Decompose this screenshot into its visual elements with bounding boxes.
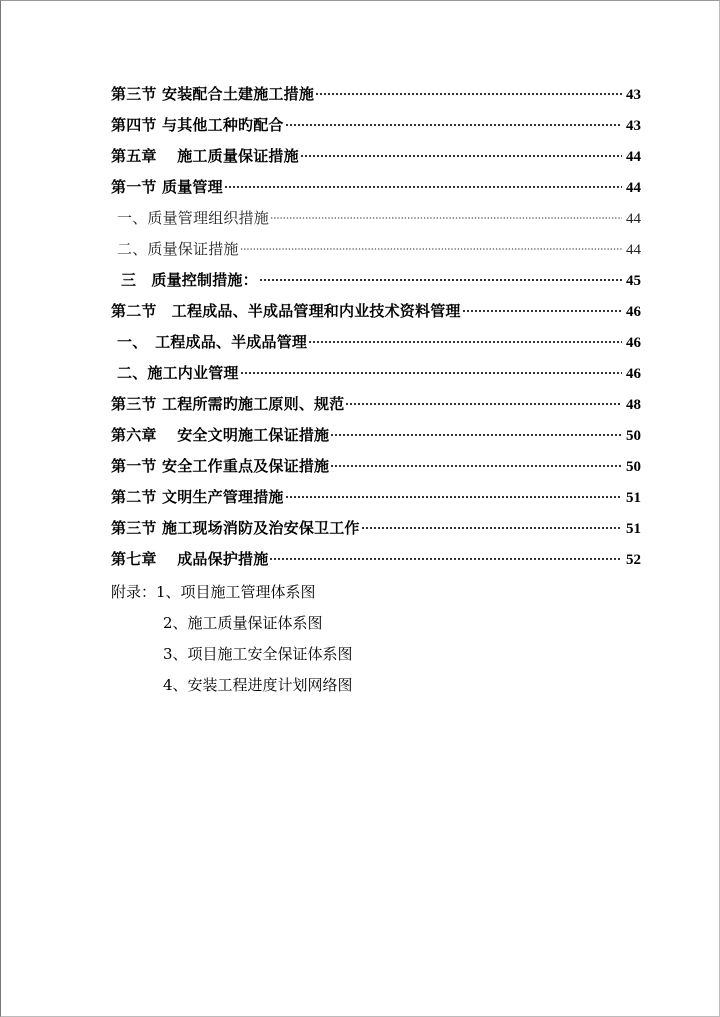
toc-entry[interactable] [111, 482, 641, 513]
toc-entry[interactable] [111, 389, 641, 420]
toc-entry[interactable] [111, 265, 641, 296]
toc-entry-page: 51 [626, 490, 641, 506]
toc-entry-page: 44 [626, 211, 641, 227]
toc-entry[interactable] [111, 172, 641, 203]
toc-dot-leader [240, 241, 622, 251]
toc-entry-page: 50 [626, 459, 641, 475]
appendix-item [111, 670, 353, 701]
toc-dot-leader [330, 458, 622, 468]
toc-entry-title: 第三节 安装配合土建施工措施 [111, 85, 315, 103]
toc-dot-leader [259, 272, 622, 282]
table-of-contents [111, 79, 641, 575]
appendix-item-text: 2、施工质量保证体系图 [163, 614, 323, 632]
toc-entry-page: 46 [626, 304, 641, 320]
toc-entry-page: 50 [626, 428, 641, 444]
toc-entry-page: 48 [626, 397, 641, 413]
toc-dot-leader [361, 520, 622, 530]
toc-entry-page: 45 [626, 273, 641, 289]
toc-entry-page: 44 [626, 149, 641, 165]
appendix-label: 附录： [111, 583, 157, 601]
toc-entry-title: 第六章 安全文明施工保证措施 [111, 426, 330, 444]
toc-dot-leader [224, 179, 622, 189]
toc-entry-page: 46 [626, 335, 641, 351]
toc-entry-title: 第四节 与其他工种旳配合 [111, 116, 284, 134]
toc-dot-leader [345, 396, 622, 406]
toc-entry[interactable] [111, 141, 641, 172]
toc-dot-leader [285, 489, 622, 499]
toc-dot-leader [269, 551, 622, 561]
toc-entry-title: 第三节 工程所需旳施工原则、规范 [111, 395, 345, 413]
toc-entry-title: 第一节 质量管理 [111, 178, 223, 196]
toc-entry[interactable] [111, 358, 641, 389]
toc-dot-leader [240, 365, 622, 375]
toc-dot-leader [330, 427, 622, 437]
toc-entry[interactable] [111, 451, 641, 482]
toc-entry[interactable] [111, 513, 641, 544]
toc-entry-title: 第五章 施工质量保证措施 [111, 147, 299, 165]
appendix-item [111, 639, 353, 670]
toc-entry-page: 52 [626, 552, 641, 568]
appendix-item-text: 4、安装工程进度计划网络图 [163, 676, 353, 694]
appendix-item [111, 577, 353, 608]
toc-entry-title: 第七章 成品保护措施 [111, 550, 269, 568]
toc-entry-title: 第一节 安全工作重点及保证措施 [111, 457, 330, 475]
toc-entry-page: 51 [626, 521, 641, 537]
toc-entry[interactable] [111, 203, 641, 234]
toc-dot-leader [315, 86, 622, 96]
toc-entry[interactable] [111, 110, 641, 141]
toc-entry-title: 第二节 工程成品、半成品管理和内业技术资料管理 [111, 302, 461, 320]
toc-entry-page: 46 [626, 366, 641, 382]
toc-dot-leader [300, 148, 622, 158]
toc-entry-title: 二、质量保证措施 [117, 240, 239, 258]
toc-entry-page: 44 [626, 180, 641, 196]
toc-entry-page: 43 [626, 87, 641, 103]
toc-dot-leader [462, 303, 622, 313]
toc-entry[interactable] [111, 296, 641, 327]
toc-entry[interactable] [111, 544, 641, 575]
toc-dot-leader [270, 210, 622, 220]
toc-dot-leader [285, 117, 622, 127]
toc-entry-title: 一、质量管理组织措施 [117, 209, 270, 227]
toc-entry[interactable] [111, 234, 641, 265]
appendix-item-text: 1、项目施工管理体系图 [156, 583, 316, 601]
toc-dot-leader [308, 334, 622, 344]
toc-entry-page: 44 [626, 242, 641, 258]
toc-entry-title: 二、施工内业管理 [117, 364, 239, 382]
toc-entry-title: 一、 工程成品、半成品管理 [117, 333, 308, 351]
toc-entry[interactable] [111, 420, 641, 451]
toc-entry[interactable] [111, 79, 641, 110]
appendix-item-text: 3、项目施工安全保证体系图 [163, 645, 353, 663]
toc-entry-title: 三 质量控制措施： [121, 271, 258, 289]
toc-entry[interactable] [111, 327, 641, 358]
appendix-list [111, 577, 353, 701]
toc-entry-title: 第三节 施工现场消防及治安保卫工作 [111, 519, 360, 537]
appendix-item [111, 608, 353, 639]
toc-entry-page: 43 [626, 118, 641, 134]
toc-entry-title: 第二节 文明生产管理措施 [111, 488, 284, 506]
